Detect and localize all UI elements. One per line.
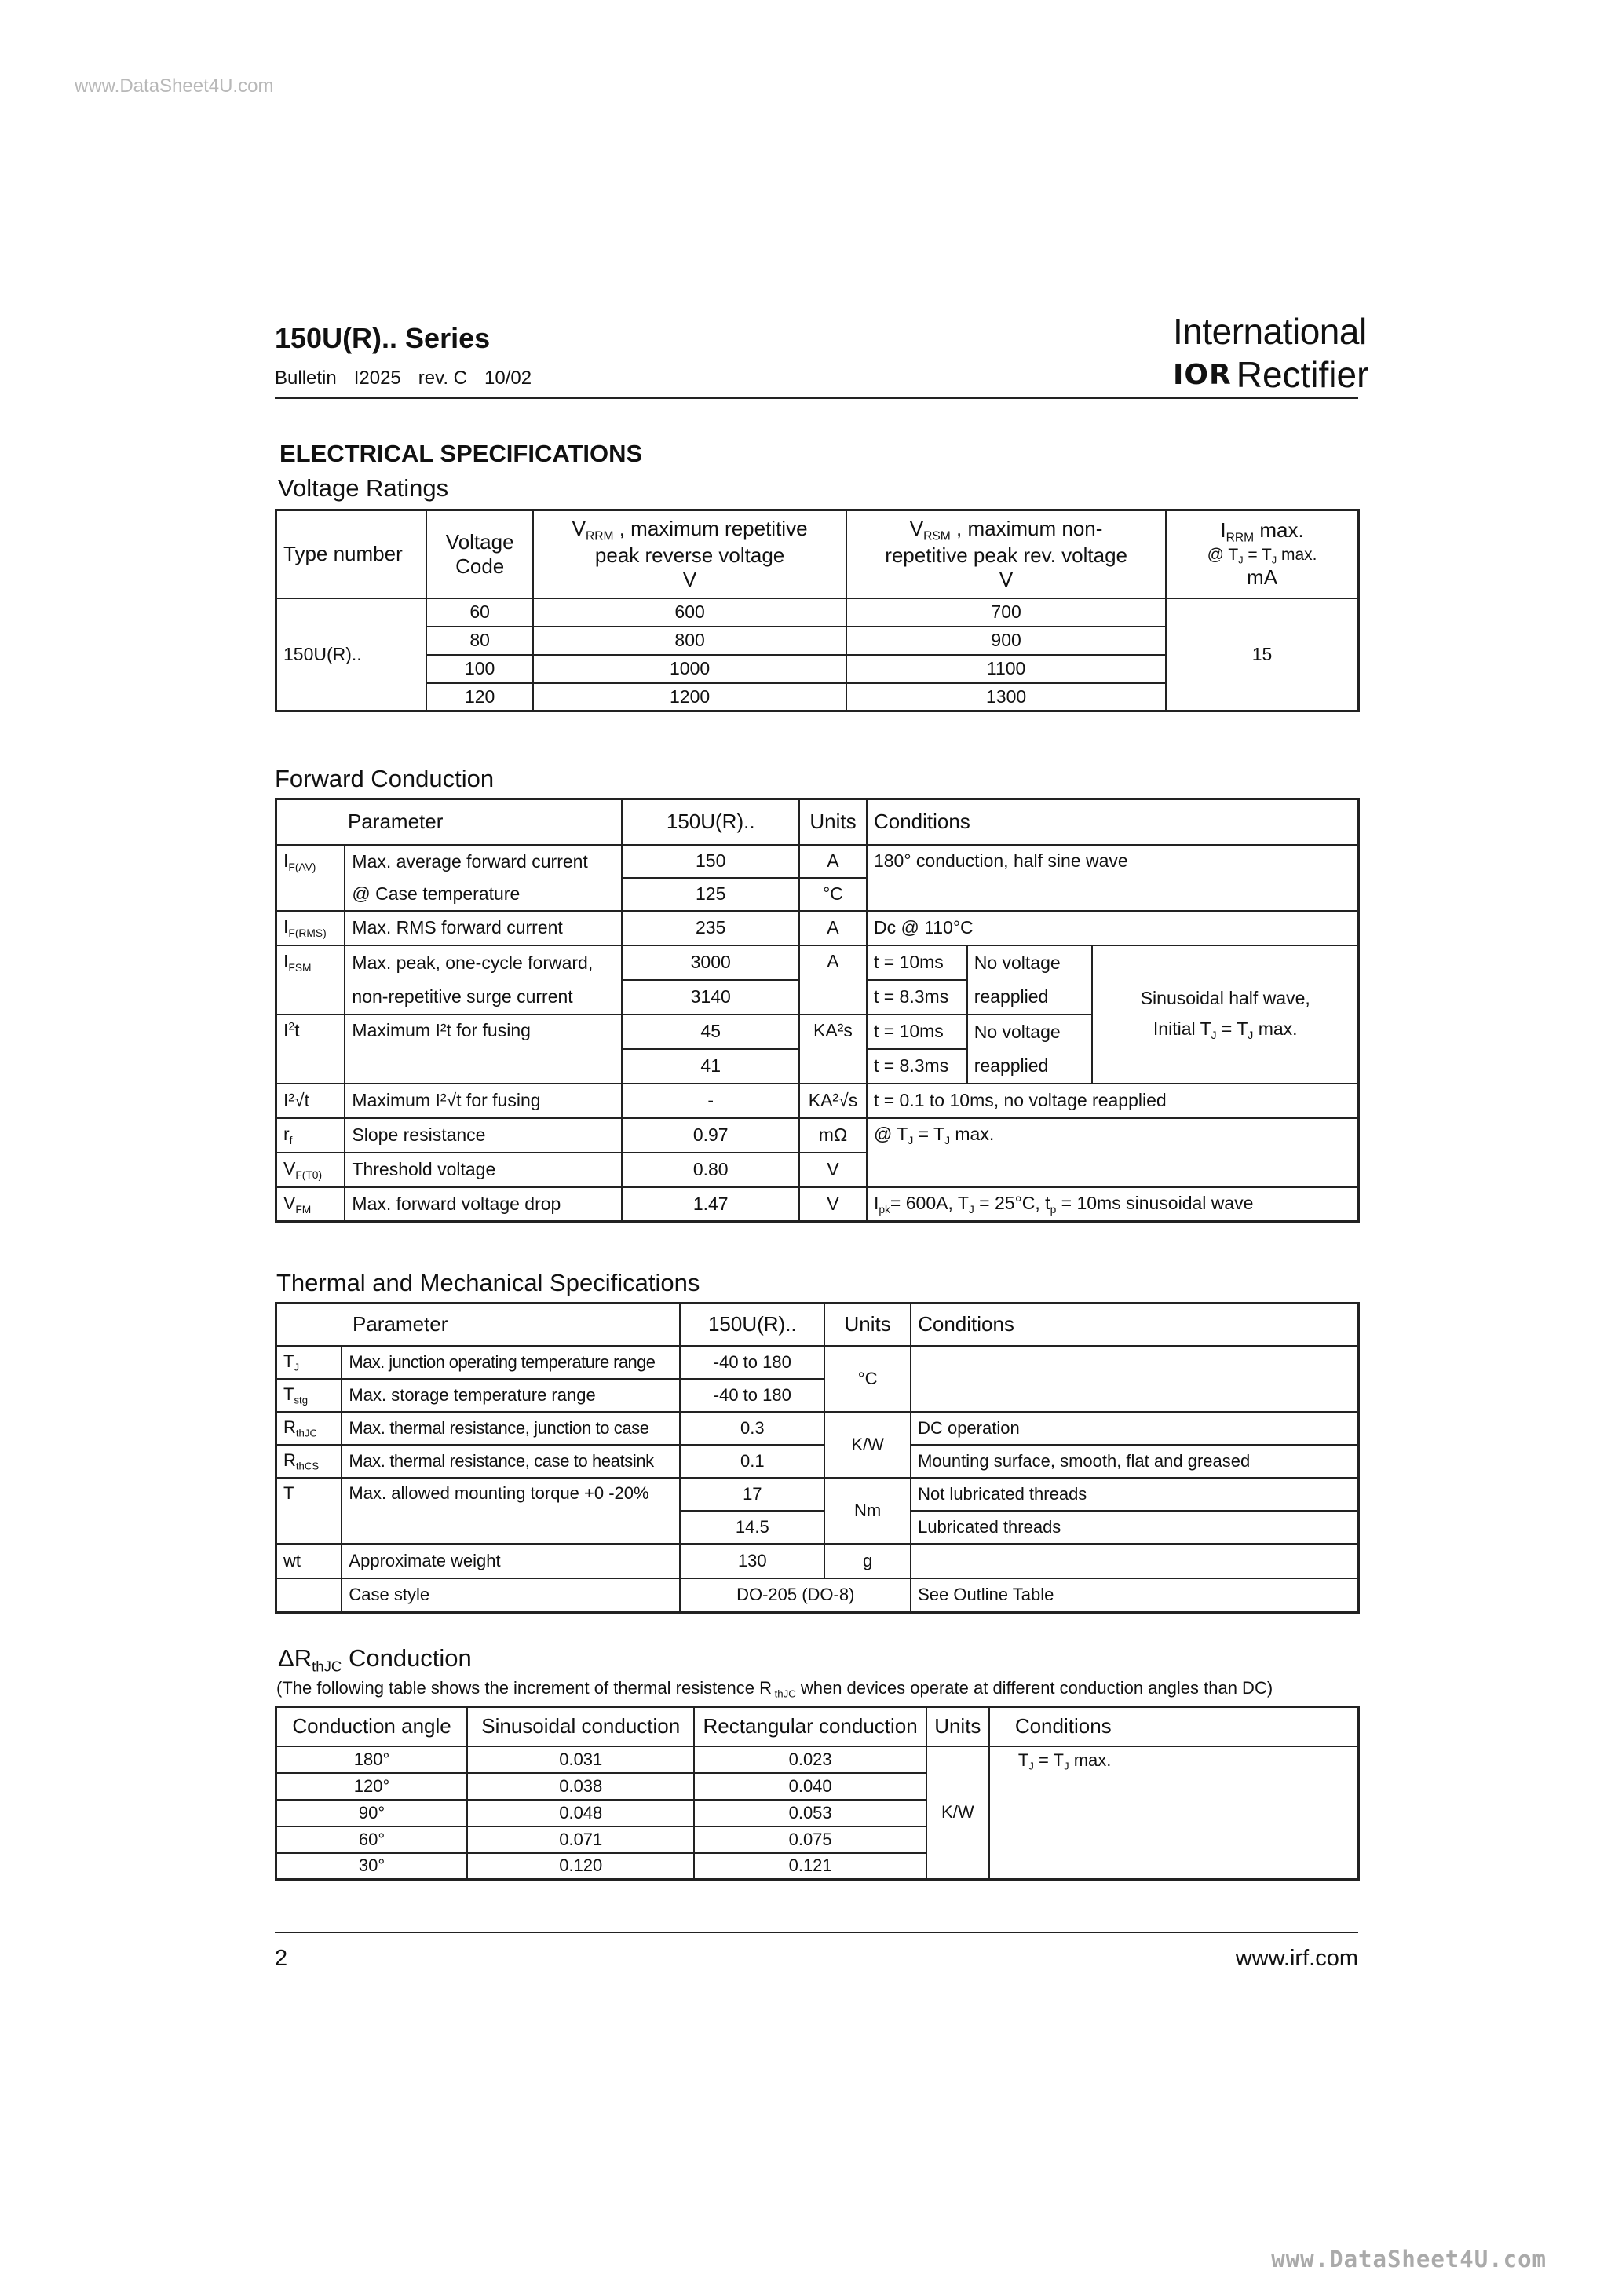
angle-cell: 30°	[276, 1853, 468, 1880]
table-row	[276, 1445, 1359, 1478]
delta-rthjc-title: $\Delta R_{thJC}$ Conduction	[278, 1644, 472, 1675]
param-cell: Max. thermal resistance, junction to case	[342, 1412, 680, 1445]
sin-cell: 0.031	[467, 1746, 694, 1773]
value-cell: 0.3	[680, 1412, 824, 1445]
table-row	[276, 1187, 1359, 1222]
code-cell: 80	[426, 627, 533, 655]
param-cell: Max. RMS forward current	[345, 911, 622, 945]
sin-cell: 0.038	[467, 1773, 694, 1800]
table-row	[276, 1412, 1359, 1445]
vrrm-cell: 800	[533, 627, 846, 655]
col-units: Units	[824, 1303, 911, 1346]
table-row	[276, 1746, 1359, 1773]
cond-cell: Lubricated threads	[911, 1511, 1358, 1544]
cond-cell: DC operation	[911, 1412, 1358, 1445]
footer-website-link[interactable]: www.irf.com	[1235, 1946, 1358, 1971]
col-value: 150U(R)..	[622, 799, 799, 845]
value-cell: 235	[622, 911, 799, 945]
symbol-cell	[276, 1578, 342, 1613]
angle-cell: 90°	[276, 1800, 468, 1826]
cond-time-cell: t = 10ms	[867, 1015, 967, 1049]
col-value: 150U(R)..	[680, 1303, 824, 1346]
revision: rev. C	[418, 367, 468, 389]
param-cell: Max. storage temperature range	[342, 1379, 680, 1412]
table-row	[276, 1346, 1359, 1379]
symbol-cell: $I^2t$	[276, 1015, 345, 1084]
value-cell: 0.97	[622, 1118, 799, 1153]
value-cell: -	[622, 1084, 799, 1118]
units-cell: KA²√s	[799, 1084, 867, 1118]
vrsm-cell: 1100	[846, 655, 1166, 683]
param-cell: Max. peak, one-cycle forward,	[345, 945, 622, 980]
irrm-sub: RRM	[1226, 531, 1255, 545]
rect-cell: 0.023	[694, 1746, 926, 1773]
col-voltage-code	[426, 510, 533, 598]
param-cell: Max. thermal resistance, case to heatsink	[342, 1445, 680, 1478]
value-cell: 3140	[622, 980, 799, 1015]
cond-voltage-cell: No voltage	[967, 1015, 1093, 1049]
col-units: Units	[799, 799, 867, 845]
units-cell: K/W	[824, 1412, 911, 1478]
col-type-number: Type number	[276, 510, 427, 598]
vrsm-sub: RSM	[923, 528, 951, 543]
angle-cell: 120°	[276, 1773, 468, 1800]
irrm-at: @ T	[1207, 545, 1239, 564]
vrrm-cell: 1200	[533, 683, 846, 711]
page-number: 2	[275, 1946, 288, 1971]
irrm-cell: 15	[1166, 598, 1358, 711]
param-cell: Maximum I²√t for fusing	[345, 1084, 622, 1118]
type-number-cell: 150U(R)..	[276, 598, 427, 711]
table-header-row	[276, 799, 1359, 845]
units-cell: A	[799, 945, 867, 1015]
thermal-title: Thermal and Mechanical Specifications	[276, 1269, 700, 1296]
units-cell: K/W	[926, 1746, 989, 1880]
irrm-j1: J	[1238, 554, 1244, 566]
rect-cell: 0.121	[694, 1853, 926, 1880]
sin-cell: 0.071	[467, 1826, 694, 1853]
symbol-cell: $I_{F(AV)}$	[276, 845, 345, 911]
units-cell: A	[799, 845, 867, 878]
code-cell: 120	[426, 683, 533, 711]
table-row	[276, 845, 1359, 878]
cond-time-cell: t = 8.3ms	[867, 980, 967, 1015]
angle-cell: 60°	[276, 1826, 468, 1853]
header-rule	[275, 397, 1358, 399]
col-sinusoidal: Sinusoidal conduction	[467, 1707, 694, 1746]
col-vrsm	[846, 510, 1166, 598]
table-row	[276, 945, 1359, 980]
param-cell: Slope resistance	[345, 1118, 622, 1153]
code-cell: 100	[426, 655, 533, 683]
col-parameter: Parameter	[276, 799, 623, 845]
value-cell: 0.80	[622, 1153, 799, 1187]
col-code-line1: Voltage	[445, 529, 514, 554]
bulletin-label: Bulletin	[275, 367, 337, 389]
param-cell: Max. allowed mounting torque +0 -20%	[342, 1478, 680, 1544]
symbol-cell: I²√t	[276, 1084, 345, 1118]
table-header-row	[276, 1707, 1359, 1746]
cond-cell: @ $T_J = T_J$ max.	[867, 1118, 1359, 1187]
symbol-cell: $V_{FM}$	[276, 1187, 345, 1222]
cond-cell: t = 0.1 to 10ms, no voltage reapplied	[867, 1084, 1359, 1118]
symbol-cell: $I_{FSM}$	[276, 945, 345, 1015]
table-row	[276, 1118, 1359, 1153]
col-angle: Conduction angle	[276, 1707, 468, 1746]
rect-cell: 0.053	[694, 1800, 926, 1826]
cond-cell: 180° conduction, half sine wave	[867, 845, 1359, 911]
irrm-j2: J	[1271, 554, 1277, 566]
rect-cell: 0.075	[694, 1826, 926, 1853]
units-cell: Nm	[824, 1478, 911, 1544]
cond-cell: $I_{pk}= 600A$, $T_J = 25^\circ C$, $t_p = 10ms$ sinusoidal wave	[867, 1187, 1359, 1222]
table-row	[276, 1084, 1359, 1118]
symbol-cell: T	[276, 1478, 342, 1544]
cond-cell: $T_J = T_J$ max.	[989, 1746, 1359, 1880]
cond-voltage-cell: No voltage	[967, 945, 1093, 980]
cond-cell: Not lubricated threads	[911, 1478, 1358, 1511]
table-row	[276, 1578, 1359, 1613]
table-row	[276, 911, 1359, 945]
units-cell: mΩ	[799, 1118, 867, 1153]
irrm-h1: max.	[1254, 518, 1304, 543]
value-cell: 130	[680, 1544, 824, 1578]
vrsm-cell: 900	[846, 627, 1166, 655]
col-irrm	[1166, 510, 1358, 598]
delta-rthjc-table	[275, 1706, 1360, 1881]
symbol-cell: $R_{thCS}$	[276, 1445, 342, 1478]
vrrm-cell: 1000	[533, 655, 846, 683]
vrsm-h2: repetitive peak rev. voltage	[885, 543, 1127, 567]
param-cell: Max. average forward current	[345, 845, 622, 878]
value-cell: 3000	[622, 945, 799, 980]
value-cell: 14.5	[680, 1511, 824, 1544]
col-rectangular: Rectangular conduction	[694, 1707, 926, 1746]
param-cell: Threshold voltage	[345, 1153, 622, 1187]
table-header-row	[276, 1303, 1359, 1346]
symbol-cell: $I_{F(RMS)}$	[276, 911, 345, 945]
param-cell: Max. junction operating temperature range	[342, 1346, 680, 1379]
units-cell: A	[799, 911, 867, 945]
col-parameter: Parameter	[276, 1303, 681, 1346]
cond-cell: See Outline Table	[911, 1578, 1358, 1613]
date: 10/02	[484, 367, 532, 389]
col-conditions: Conditions	[911, 1303, 1358, 1346]
units-cell: V	[799, 1153, 867, 1187]
table-header-row	[276, 510, 1359, 598]
logo-line2: Rectifier	[1236, 354, 1369, 395]
page-title: 150U(R).. Series	[275, 322, 491, 354]
thermal-table	[275, 1302, 1360, 1614]
bulletin-line	[275, 367, 549, 389]
footer-rule	[275, 1932, 1358, 1933]
units-cell: KA²s	[799, 1015, 867, 1084]
param-cell: Case style	[342, 1578, 680, 1613]
cond-time-cell: t = 8.3ms	[867, 1049, 967, 1084]
cond-sine-cell: Sinusoidal half wave, Initial $T_J = T_J$ max.	[1092, 945, 1358, 1084]
units-cell: °C	[824, 1346, 911, 1412]
vrsm-unit: V	[999, 567, 1014, 591]
vrrm-h2: peak reverse voltage	[594, 543, 785, 567]
col-code-line2: Code	[455, 554, 505, 578]
rect-cell: 0.040	[694, 1773, 926, 1800]
param-cell: @ Case temperature	[345, 878, 622, 911]
symbol-cell: $T_{stg}$	[276, 1379, 342, 1412]
sin-cell: 0.120	[467, 1853, 694, 1880]
value-cell: 150	[622, 845, 799, 878]
param-cell: Maximum I²t for fusing	[345, 1015, 622, 1084]
vrsm-h1: , maximum non-	[950, 516, 1103, 540]
units-cell: V	[799, 1187, 867, 1222]
symbol-cell: $R_{thJC}$	[276, 1412, 342, 1445]
table-row	[276, 1478, 1359, 1511]
value-cell: -40 to 180	[680, 1346, 824, 1379]
logo-line1: International	[1173, 311, 1367, 352]
watermark-top: www.DataSheet4U.com	[75, 75, 274, 97]
symbol-cell: $r_f$	[276, 1118, 345, 1153]
param-cell: non-repetitive surge current	[345, 980, 622, 1015]
value-cell: 0.1	[680, 1445, 824, 1478]
symbol-cell: $V_{F(T0)}$	[276, 1153, 345, 1187]
col-conditions: Conditions	[989, 1707, 1359, 1746]
symbol-cell: $T_J$	[276, 1346, 342, 1379]
irrm-eq: = T	[1243, 545, 1272, 564]
ior-logo-icon: IOR	[1173, 358, 1232, 391]
voltage-ratings-title: Voltage Ratings	[278, 474, 449, 502]
voltage-ratings-table	[275, 509, 1360, 712]
units-cell: °C	[799, 878, 867, 911]
value-cell: 41	[622, 1049, 799, 1084]
value-cell: 17	[680, 1478, 824, 1511]
units-cell: g	[824, 1544, 911, 1578]
logo	[1173, 353, 1368, 396]
value-cell: DO-205 (DO-8)	[680, 1578, 911, 1613]
value-cell: 1.47	[622, 1187, 799, 1222]
cond-voltage-cell: reapplied	[967, 980, 1093, 1015]
irrm-sym: I	[1220, 518, 1226, 543]
vrrm-sym: V	[572, 516, 586, 540]
forward-conduction-table	[275, 798, 1360, 1223]
value-cell: -40 to 180	[680, 1379, 824, 1412]
irrm-max: max.	[1277, 545, 1317, 564]
watermark-bottom: www.DataSheet4U.com	[1271, 2246, 1547, 2272]
vrsm-cell: 700	[846, 598, 1166, 627]
vrrm-unit: V	[682, 567, 697, 591]
value-cell: 125	[622, 878, 799, 911]
symbol-cell: wt	[276, 1544, 342, 1578]
table-row	[276, 1544, 1359, 1578]
cond-voltage-cell: reapplied	[967, 1049, 1093, 1084]
cond-cell	[911, 1346, 1358, 1412]
section-title: ELECTRICAL SPECIFICATIONS	[279, 440, 643, 467]
sin-cell: 0.048	[467, 1800, 694, 1826]
col-vrrm	[533, 510, 846, 598]
cond-cell: Dc @ 110°C	[867, 911, 1359, 945]
table-row	[276, 598, 1359, 627]
angle-cell: 180°	[276, 1746, 468, 1773]
vrsm-sym: V	[909, 516, 924, 540]
vrrm-sub: RRM	[585, 528, 614, 543]
cond-cell: Mounting surface, smooth, flat and greased	[911, 1445, 1358, 1478]
forward-conduction-title: Forward Conduction	[275, 765, 495, 792]
bulletin-code: I2025	[353, 367, 401, 389]
cond-time-cell: t = 10ms	[867, 945, 967, 980]
cond-cell	[911, 1544, 1358, 1578]
vrsm-cell: 1300	[846, 683, 1166, 711]
value-cell: 45	[622, 1015, 799, 1049]
param-cell: Approximate weight	[342, 1544, 680, 1578]
col-units: Units	[926, 1707, 989, 1746]
irrm-unit: mA	[1247, 565, 1278, 590]
vrrm-h1: , maximum repetitive	[613, 516, 808, 540]
delta-note: (The following table shows the increment of thermal resistence R $_{thJC}$ when devices operate at different conduction angles than DC)	[276, 1678, 1273, 1700]
code-cell: 60	[426, 598, 533, 627]
col-conditions: Conditions	[867, 799, 1359, 845]
param-cell: Max. forward voltage drop	[345, 1187, 622, 1222]
vrrm-cell: 600	[533, 598, 846, 627]
